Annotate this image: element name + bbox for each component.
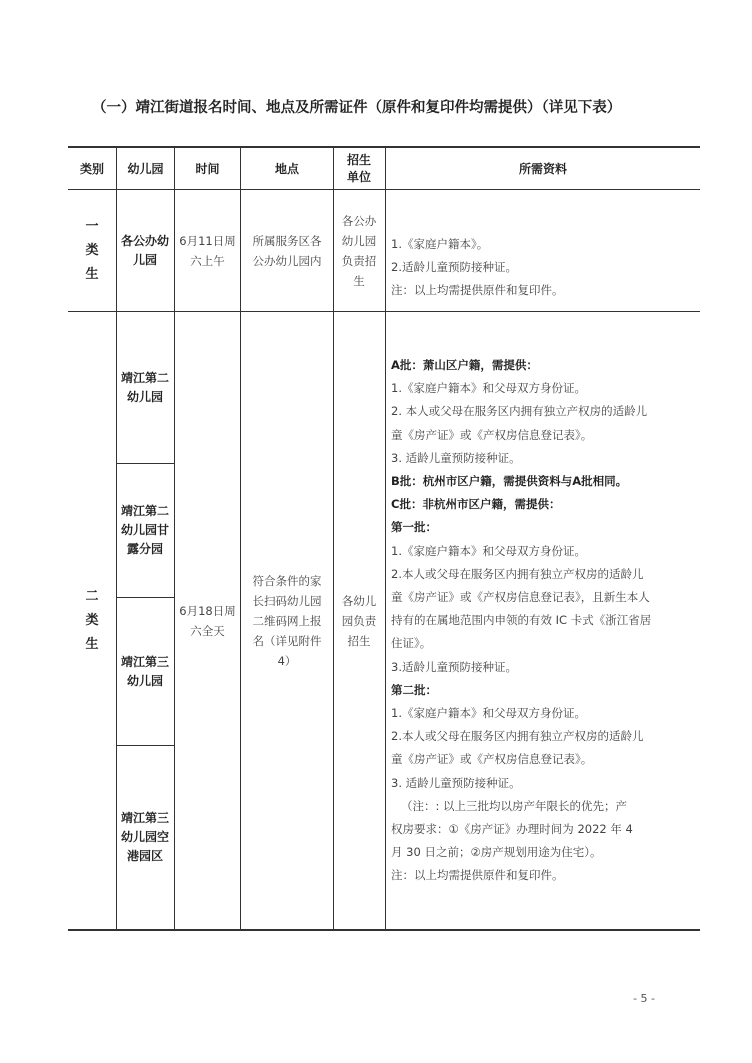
material-line: 2. 本人或父母在服务区内拥有独立产权房的适龄儿 (391, 404, 648, 419)
material-line: 2.本人或父母在服务区内拥有独立产权房的适龄儿 (391, 729, 644, 744)
row2-kindergarten-3: 靖江第三幼儿园 (121, 654, 170, 688)
row1-kindergarten: 各公办幼儿园 (121, 233, 170, 267)
col-divider-5 (385, 146, 386, 930)
row2-kindergarten-2: 靖江第二幼儿园甘露分园 (121, 504, 170, 556)
row2-kindergarten-1: 靖江第二幼儿园 (121, 370, 170, 404)
row1-material-line: 1.《家庭户籍本》。 (391, 237, 489, 251)
material-line: 3. 适龄儿童预防接种证。 (391, 450, 521, 465)
col-divider-3 (240, 146, 241, 930)
row2-category (68, 312, 116, 929)
material-line: 3. 适龄儿童预防接种证。 (391, 775, 521, 790)
row2-category-char: 类 (85, 612, 99, 628)
material-line: 持有的在属地范围内申领的有效 IC 卡式《浙江省居 (391, 613, 652, 628)
material-line: 2.本人或父母在服务区内拥有独立产权房的适龄儿 (391, 566, 644, 581)
row2-materials (391, 354, 696, 888)
row1-category-char: 生 (85, 266, 99, 282)
row2-place: 符合条件的家长扫码幼儿园二维码网上报名（详见附件4） (252, 573, 322, 668)
col-divider-1 (116, 146, 117, 930)
header-unit: 招生单位 (346, 152, 371, 184)
col-divider-4 (333, 146, 334, 930)
material-line: 童《房产证》或《产权房信息登记表》。 (391, 752, 593, 767)
priority-note-line: 月 30 日之前；②房产规划用途为住宅）。 (391, 845, 602, 860)
material-note: 注：以上均需提供原件和复印件。 (391, 868, 564, 883)
row2-category-char: 生 (85, 636, 99, 652)
material-line: 1.《家庭户籍本》和父母双方身份证。 (391, 381, 586, 396)
page-number: - 5 - (633, 992, 655, 1005)
header-kindergarten: 幼儿园 (127, 162, 164, 176)
row1-materials (391, 233, 696, 303)
row2-category-char: 二 (85, 588, 99, 604)
row2-kindergarten-4: 靖江第三幼儿园空港园区 (121, 811, 170, 863)
material-line: 童《房产证》或《产权房信息登记表》，且新生本人 (391, 590, 650, 605)
material-line: 住证》。 (391, 636, 432, 651)
material-line: 1.《家庭户籍本》和父母双方身份证。 (391, 543, 586, 558)
row1-category-char: 一 (85, 218, 99, 234)
batch-c-title: C批：非杭州市区户籍，需提供： (391, 497, 561, 512)
row1-material-line: 2.适龄儿童预防接种证。 (391, 260, 517, 275)
material-line: 3.适龄儿童预防接种证。 (391, 659, 517, 674)
header-place: 地点 (274, 162, 299, 176)
priority-note-line: 权房要求：①《房产证》办理时间为 2022 年 4 (391, 822, 633, 837)
row1-unit: 各公办幼儿园负责招生 (341, 213, 377, 288)
section-heading: （一）靖江街道报名时间、地点及所需证件（原件和复印件均需提供）（详见下表） (92, 100, 622, 116)
table-bottom-border (68, 929, 700, 931)
material-line: 1.《家庭户籍本》和父母双方身份证。 (391, 706, 586, 721)
second-batch-title: 第二批： (391, 682, 437, 697)
row1-category-char: 类 (85, 242, 99, 258)
header-materials: 所需资料 (518, 162, 567, 176)
row2-unit: 各幼儿园负责招生 (341, 593, 377, 648)
first-batch-title: 第一批： (391, 520, 437, 535)
row1-place: 所属服务区各公办幼儿园内 (252, 233, 322, 268)
row1-material-line: 注：以上均需提供原件和复印件。 (391, 283, 564, 298)
row1-time: 6月11日周六上午 (179, 233, 236, 268)
row2-time: 6月18日周六全天 (179, 603, 236, 638)
priority-note-line: （注：: 以上三批均以房产年限长的优先；产 (401, 798, 628, 813)
col-divider-2 (174, 146, 175, 930)
material-line: 童《房产证》或《产权房信息登记表》。 (391, 427, 593, 442)
batch-a-title: A批：萧山区户籍，需提供： (391, 358, 538, 372)
header-category: 类别 (79, 162, 104, 176)
header-time: 时间 (195, 162, 220, 176)
row1-category (68, 190, 116, 311)
batch-b-title: B批：杭州市区户籍，需提供资料与A批相同。 (391, 474, 628, 489)
